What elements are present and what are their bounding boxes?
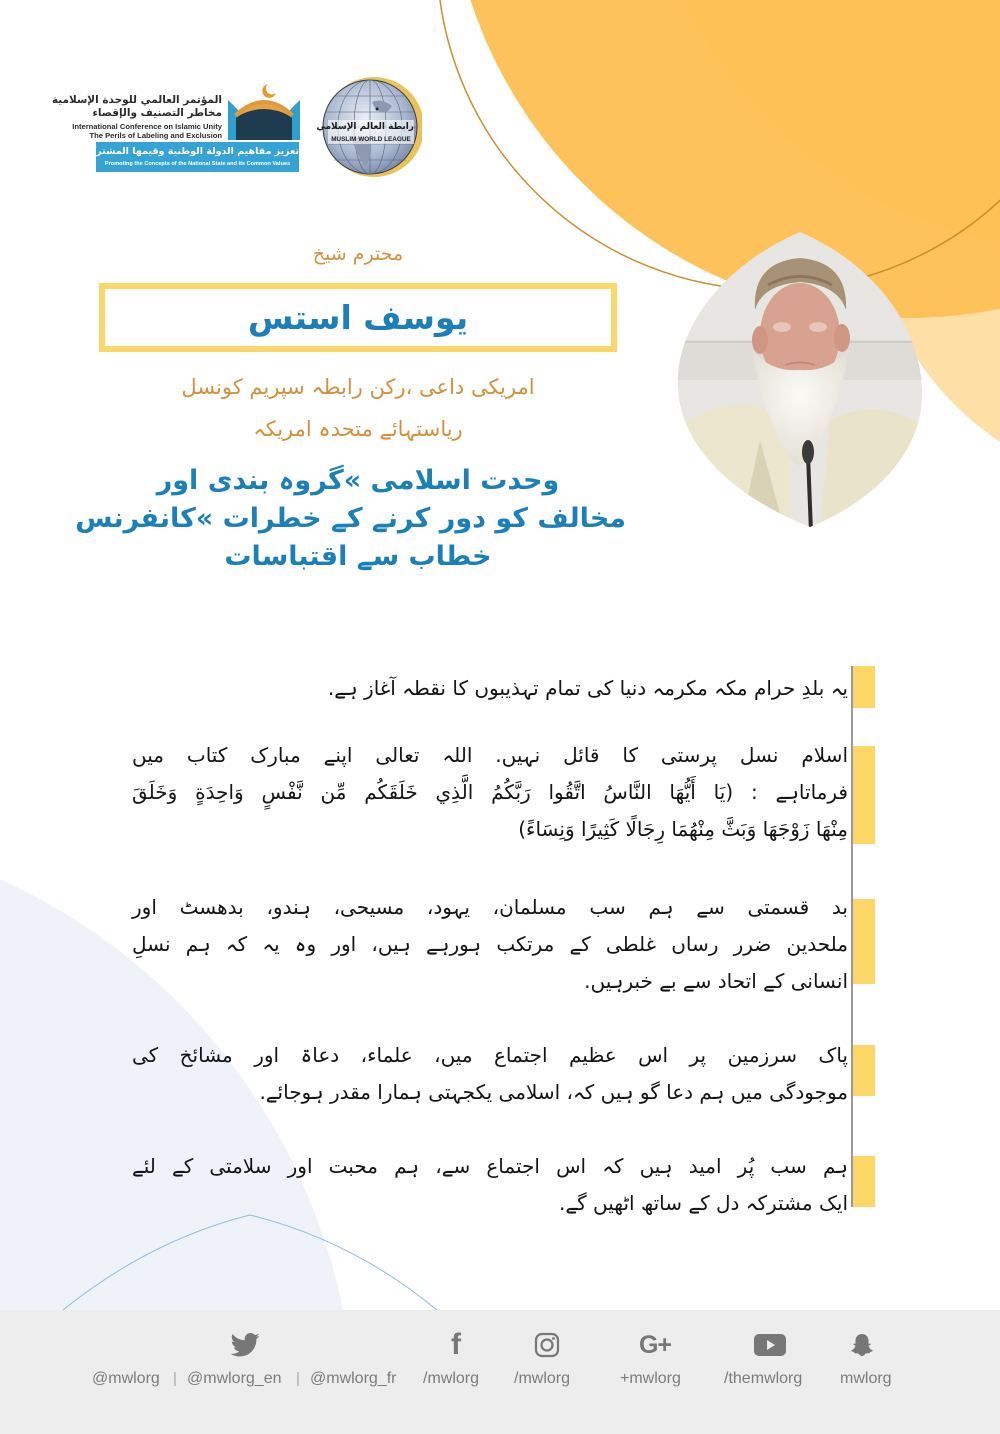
twitter-handle-main[interactable]: @mwlorg (92, 1370, 160, 1387)
quote-highlight-bar (853, 666, 875, 708)
quote-line: ہم سب پُر امید ہیں کہ اس اجتماع سے، ہم محبت اور سلامتی کے لئے (132, 1154, 848, 1178)
quote-line: بد قسمتی سے ہم سب مسلمان، یہود، مسیحی، ہندو، بدھسٹ اور (132, 895, 848, 919)
quote-line: موجودگی میں ہم دعا گو ہیں کہ، اسلامی یکجہتی ہمارا مقدر ہوجائے. (259, 1080, 848, 1104)
facebook-label[interactable]: /mwlorg (423, 1370, 480, 1387)
conference-logo-arabic-title: المؤتمر العالمي للوحدة الإسلامية (51, 94, 222, 106)
youtube-label[interactable]: /themwlorg (724, 1370, 803, 1387)
quote-line: ایک مشترکہ دل کے ساتھ اٹھیں گے. (559, 1191, 848, 1215)
quote-paragraph (132, 1148, 848, 1222)
twitter-handle-fr[interactable]: @mwlorg_fr (310, 1370, 397, 1387)
instagram-icon[interactable] (532, 1330, 562, 1360)
quote-paragraph (132, 1037, 848, 1111)
event-title-line: وحدت اسلامی »گروہ بندی اور (156, 465, 560, 496)
quote-line: مِنْهَا زَوْجَهَا وَبَثَّ مِنْهُمَا رِجَالًا كَثِيرًا وَنِسَاءً) (518, 817, 848, 841)
quote-highlight-bar (853, 1156, 875, 1207)
speaker-name: یوسف استس (247, 298, 469, 337)
quote-highlight-bar (853, 899, 875, 984)
muslim-world-league-logo (316, 74, 422, 180)
speaker-role (90, 366, 626, 450)
mwl-logo-english: MUSLIM WORLD LEAGUE (331, 136, 411, 143)
social-footer (0, 1310, 1000, 1434)
conference-logo-english-title: International Conference on Islamic Unity (72, 122, 222, 131)
snapchat-label[interactable]: mwlorg (840, 1370, 892, 1387)
quote-paragraph (132, 670, 848, 707)
google-plus-label[interactable]: +mwlorg (620, 1370, 681, 1387)
conference-banner-english: Promoting the Concepts of the National State and its Common Values (104, 161, 291, 167)
twitter-handle-en[interactable]: @mwlorg_en (187, 1370, 282, 1387)
conference-banner-arabic: تعزيز مفاهيم الدولة الوطنية وقيمها المشتركة (85, 146, 299, 157)
event-title (75, 462, 626, 576)
conference-banner (85, 142, 299, 172)
speaker-role-line: امریکی داعی ،رکن رابطہ سپریم کونسل (181, 375, 535, 399)
quote-line: پاک سرزمین پر اس عظیم اجتماع میں، علماء، دعاۃ اور مشائخ کی (132, 1043, 848, 1067)
speaker-photo (670, 226, 932, 532)
twitter-icon[interactable] (228, 1330, 262, 1360)
event-title-line: خطاب سے اقتباسات (224, 541, 492, 572)
quote-line: اسلام نسل پرستی کا قائل نہیں. اللہ تعالی اپنے مبارک کتاب میں (132, 743, 848, 767)
quote-paragraph (132, 737, 848, 848)
instagram-label[interactable]: /mwlorg (514, 1370, 571, 1387)
quote-paragraph (132, 889, 848, 1000)
conference-dome-icon (228, 80, 300, 140)
speaker-role-line: ریاستہائے متحدہ امریکہ (253, 417, 463, 441)
quote-highlight-bar (853, 746, 875, 844)
conference-logo-english-subtitle: The Perils of Labeling and Exclusion (89, 131, 222, 140)
facebook-icon[interactable]: f (451, 1328, 461, 1361)
youtube-icon[interactable] (752, 1330, 788, 1360)
conference-logo-arabic-subtitle: مخاطر التصنيف والإقصاء (92, 107, 222, 119)
mwl-logo-arabic: رابطة العالم الإسلامي (316, 122, 414, 132)
google-plus-icon[interactable]: G+ (638, 1330, 672, 1359)
conference-logo (51, 76, 304, 176)
speaker-honorific: محترم شیخ (312, 243, 404, 265)
quote-line: ملحدین ضرر رساں غلطی کے مرتکب ہورہے ہیں، اور وہ یہ کہ ہم نسلِ (132, 932, 848, 956)
quote-line: یہ بلدِ حرام مکہ مکرمہ دنیا کی تمام تہذیبوں کا نقطہ آغاز ہے. (327, 676, 848, 700)
handle-separator: | (173, 1370, 177, 1387)
quote-line: انسانی کے اتحاد سے بے خبرہیں. (584, 969, 848, 993)
quote-highlight-bar (853, 1045, 875, 1096)
handle-separator: | (296, 1370, 300, 1387)
quote-line: فرماتاہے : (يَا أَيُّهَا النَّاسُ اتَّقُوا رَبَّكُمُ الَّذِي خَلَقَكُم مِّن نَّفْسٍ وَاحِدَةٍ وَخَلَقَ (132, 780, 848, 804)
snapchat-icon[interactable] (848, 1330, 876, 1360)
event-title-line: مخالف کو دور کرنے کے خطرات »کانفرنس (75, 503, 626, 534)
speaker-name-box (99, 283, 617, 352)
